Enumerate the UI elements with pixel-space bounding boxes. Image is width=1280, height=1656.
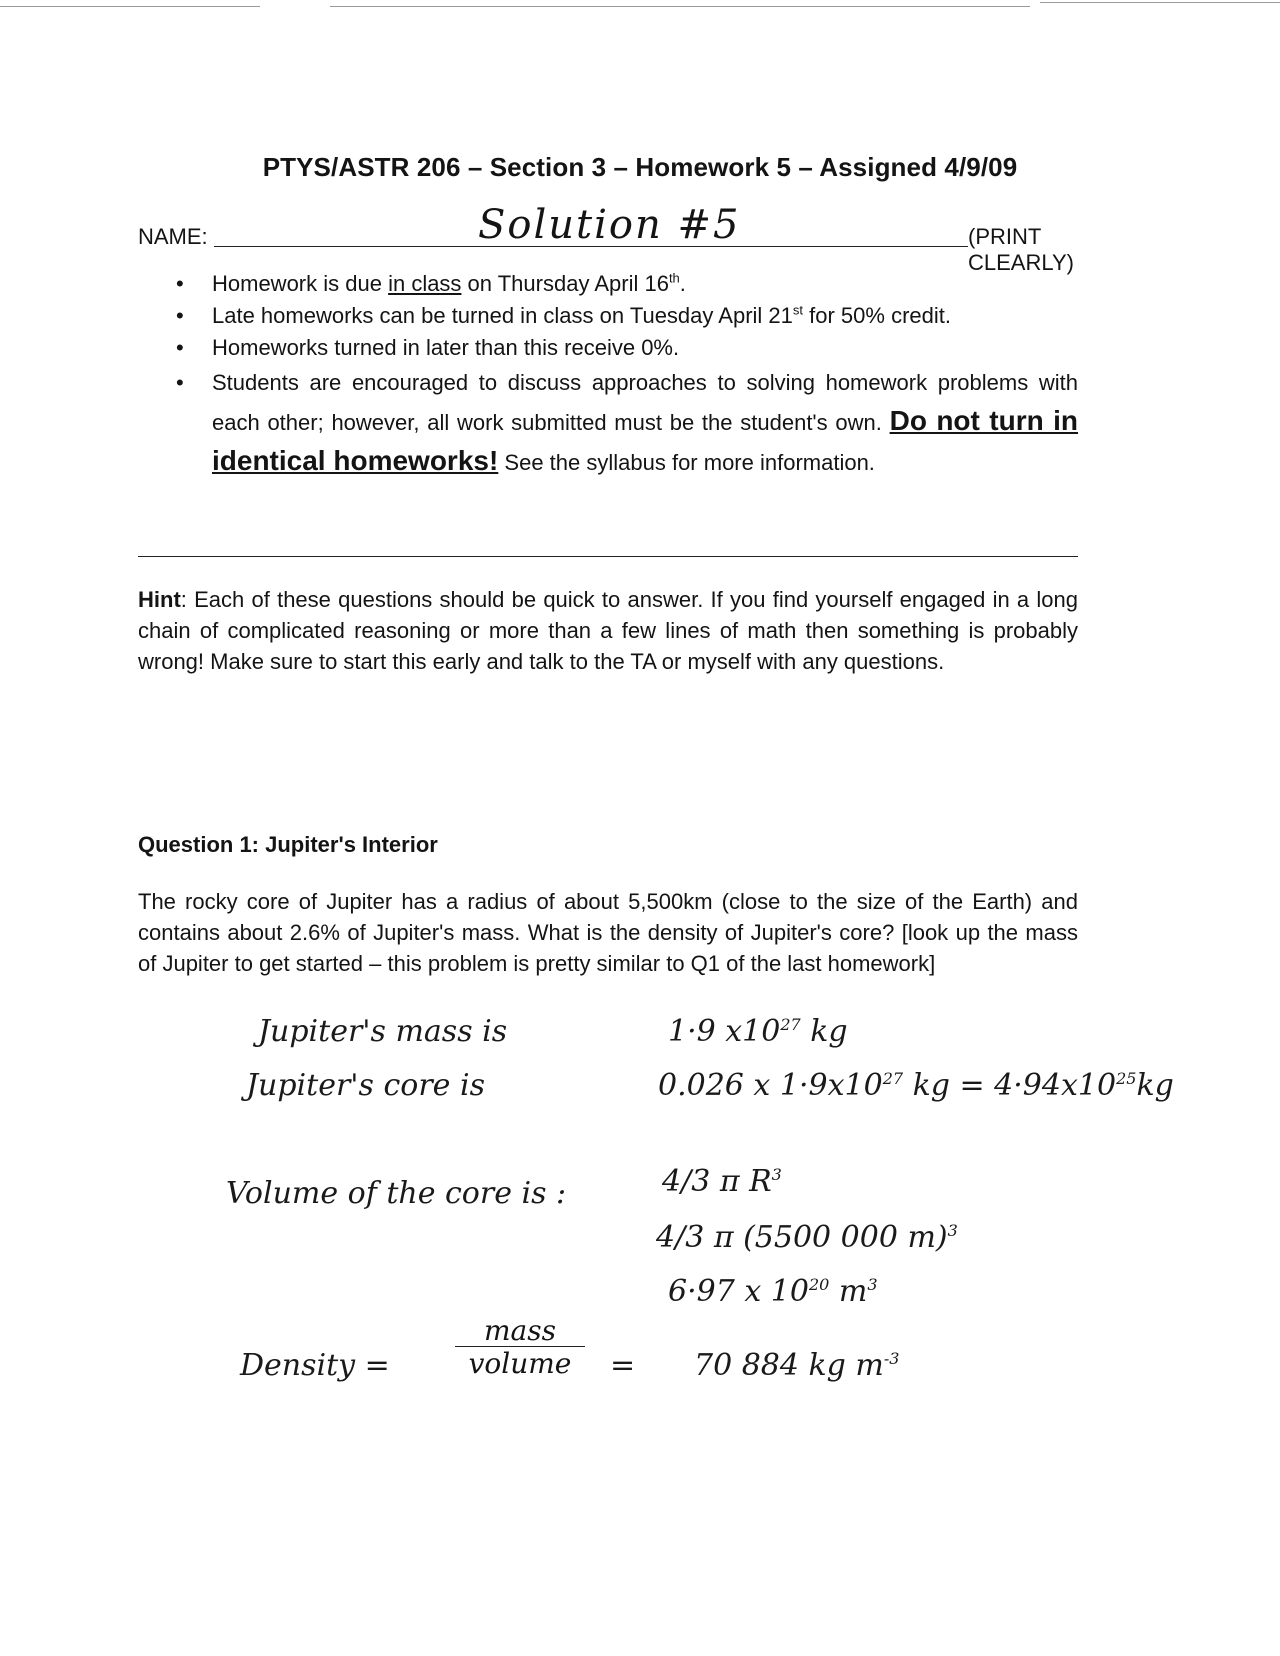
hw-volume-formula: 4/3 π $R^3$ bbox=[662, 1164, 782, 1199]
question-text: The rocky core of Jupiter has a radius of about 5,500km (close to the size of the Earth) and contains about 2.6% of Jupiter's mass. What is the density of Jupiter's core? [look up the mass of Jupiter to get started – this problem is pretty similar to Q1 of the last homework] bbox=[138, 889, 1078, 976]
section-divider bbox=[138, 556, 1078, 557]
print-clearly-note: (PRINT CLEARLY) bbox=[968, 224, 1074, 275]
question-title: Question 1: Jupiter's Interior bbox=[138, 832, 438, 857]
name-label: NAME: bbox=[138, 224, 208, 249]
name-handwritten-value: Solution #5 bbox=[478, 202, 741, 248]
hw-density-result: 70 884 kg $m^{-3}$ bbox=[694, 1348, 900, 1383]
warning-emphasis: Do not turn in identical homeworks! bbox=[212, 405, 1078, 476]
page-title: PTYS/ASTR 206 – Section 3 – Homework 5 – Assigned 4/9/09 bbox=[262, 152, 1018, 182]
hw-jupiter-core-value: 0.026 x $1\cdot 9x10^{27}$ kg = $4\cdot 94x10^{25}kg$ bbox=[658, 1068, 1174, 1103]
list-item: • Homeworks turned in later than this receive 0%. bbox=[176, 335, 680, 360]
scan-artifact-line bbox=[0, 6, 260, 7]
fraction-denominator: volume bbox=[468, 1347, 572, 1380]
instructions-list bbox=[176, 268, 1078, 482]
hw-density-fraction bbox=[455, 1316, 585, 1381]
hw-jupiter-mass-label: Jupiter's mass is bbox=[258, 1014, 508, 1049]
hw-volume-label: Volume of the core is : bbox=[226, 1176, 567, 1211]
hw-jupiter-mass-value: 1·9 $x10^{27}$ kg bbox=[668, 1014, 848, 1049]
hint-paragraph: Hint: Each of these questions should be quick to answer. If you find yourself engaged in a long chain of complicated reasoning or more than a few lines of math then something is probably wrong! Make sure to start this early and talk to the TA or myself with any questions. bbox=[138, 587, 1078, 674]
list-item: • Students are encouraged to discuss approaches to solving homework problems with each other; however, all work submitted must be the student's own. Do not turn in identical homeworks! See the syllabus for more information. bbox=[176, 370, 1078, 476]
hw-volume-substitution: 4/3 π (5500 000 m)$^3$ bbox=[656, 1220, 958, 1255]
list-item: • Late homeworks can be turned in class on Tuesday April 21st for 50% credit. bbox=[176, 302, 951, 328]
hw-jupiter-core-label: Jupiter's core is bbox=[246, 1068, 485, 1103]
hw-density-label: Density = bbox=[240, 1348, 390, 1383]
scan-artifact-line bbox=[330, 6, 1030, 7]
name-row bbox=[138, 202, 1074, 275]
list-item: • Homework is due in class on Thursday April 16th. bbox=[176, 270, 686, 296]
scan-artifact-line bbox=[1040, 2, 1280, 3]
hw-equals-sign: = bbox=[610, 1348, 636, 1383]
hw-volume-result: 6·97 x $10^{20}$ $m^3$ bbox=[668, 1274, 878, 1309]
fraction-numerator: mass bbox=[455, 1316, 585, 1347]
